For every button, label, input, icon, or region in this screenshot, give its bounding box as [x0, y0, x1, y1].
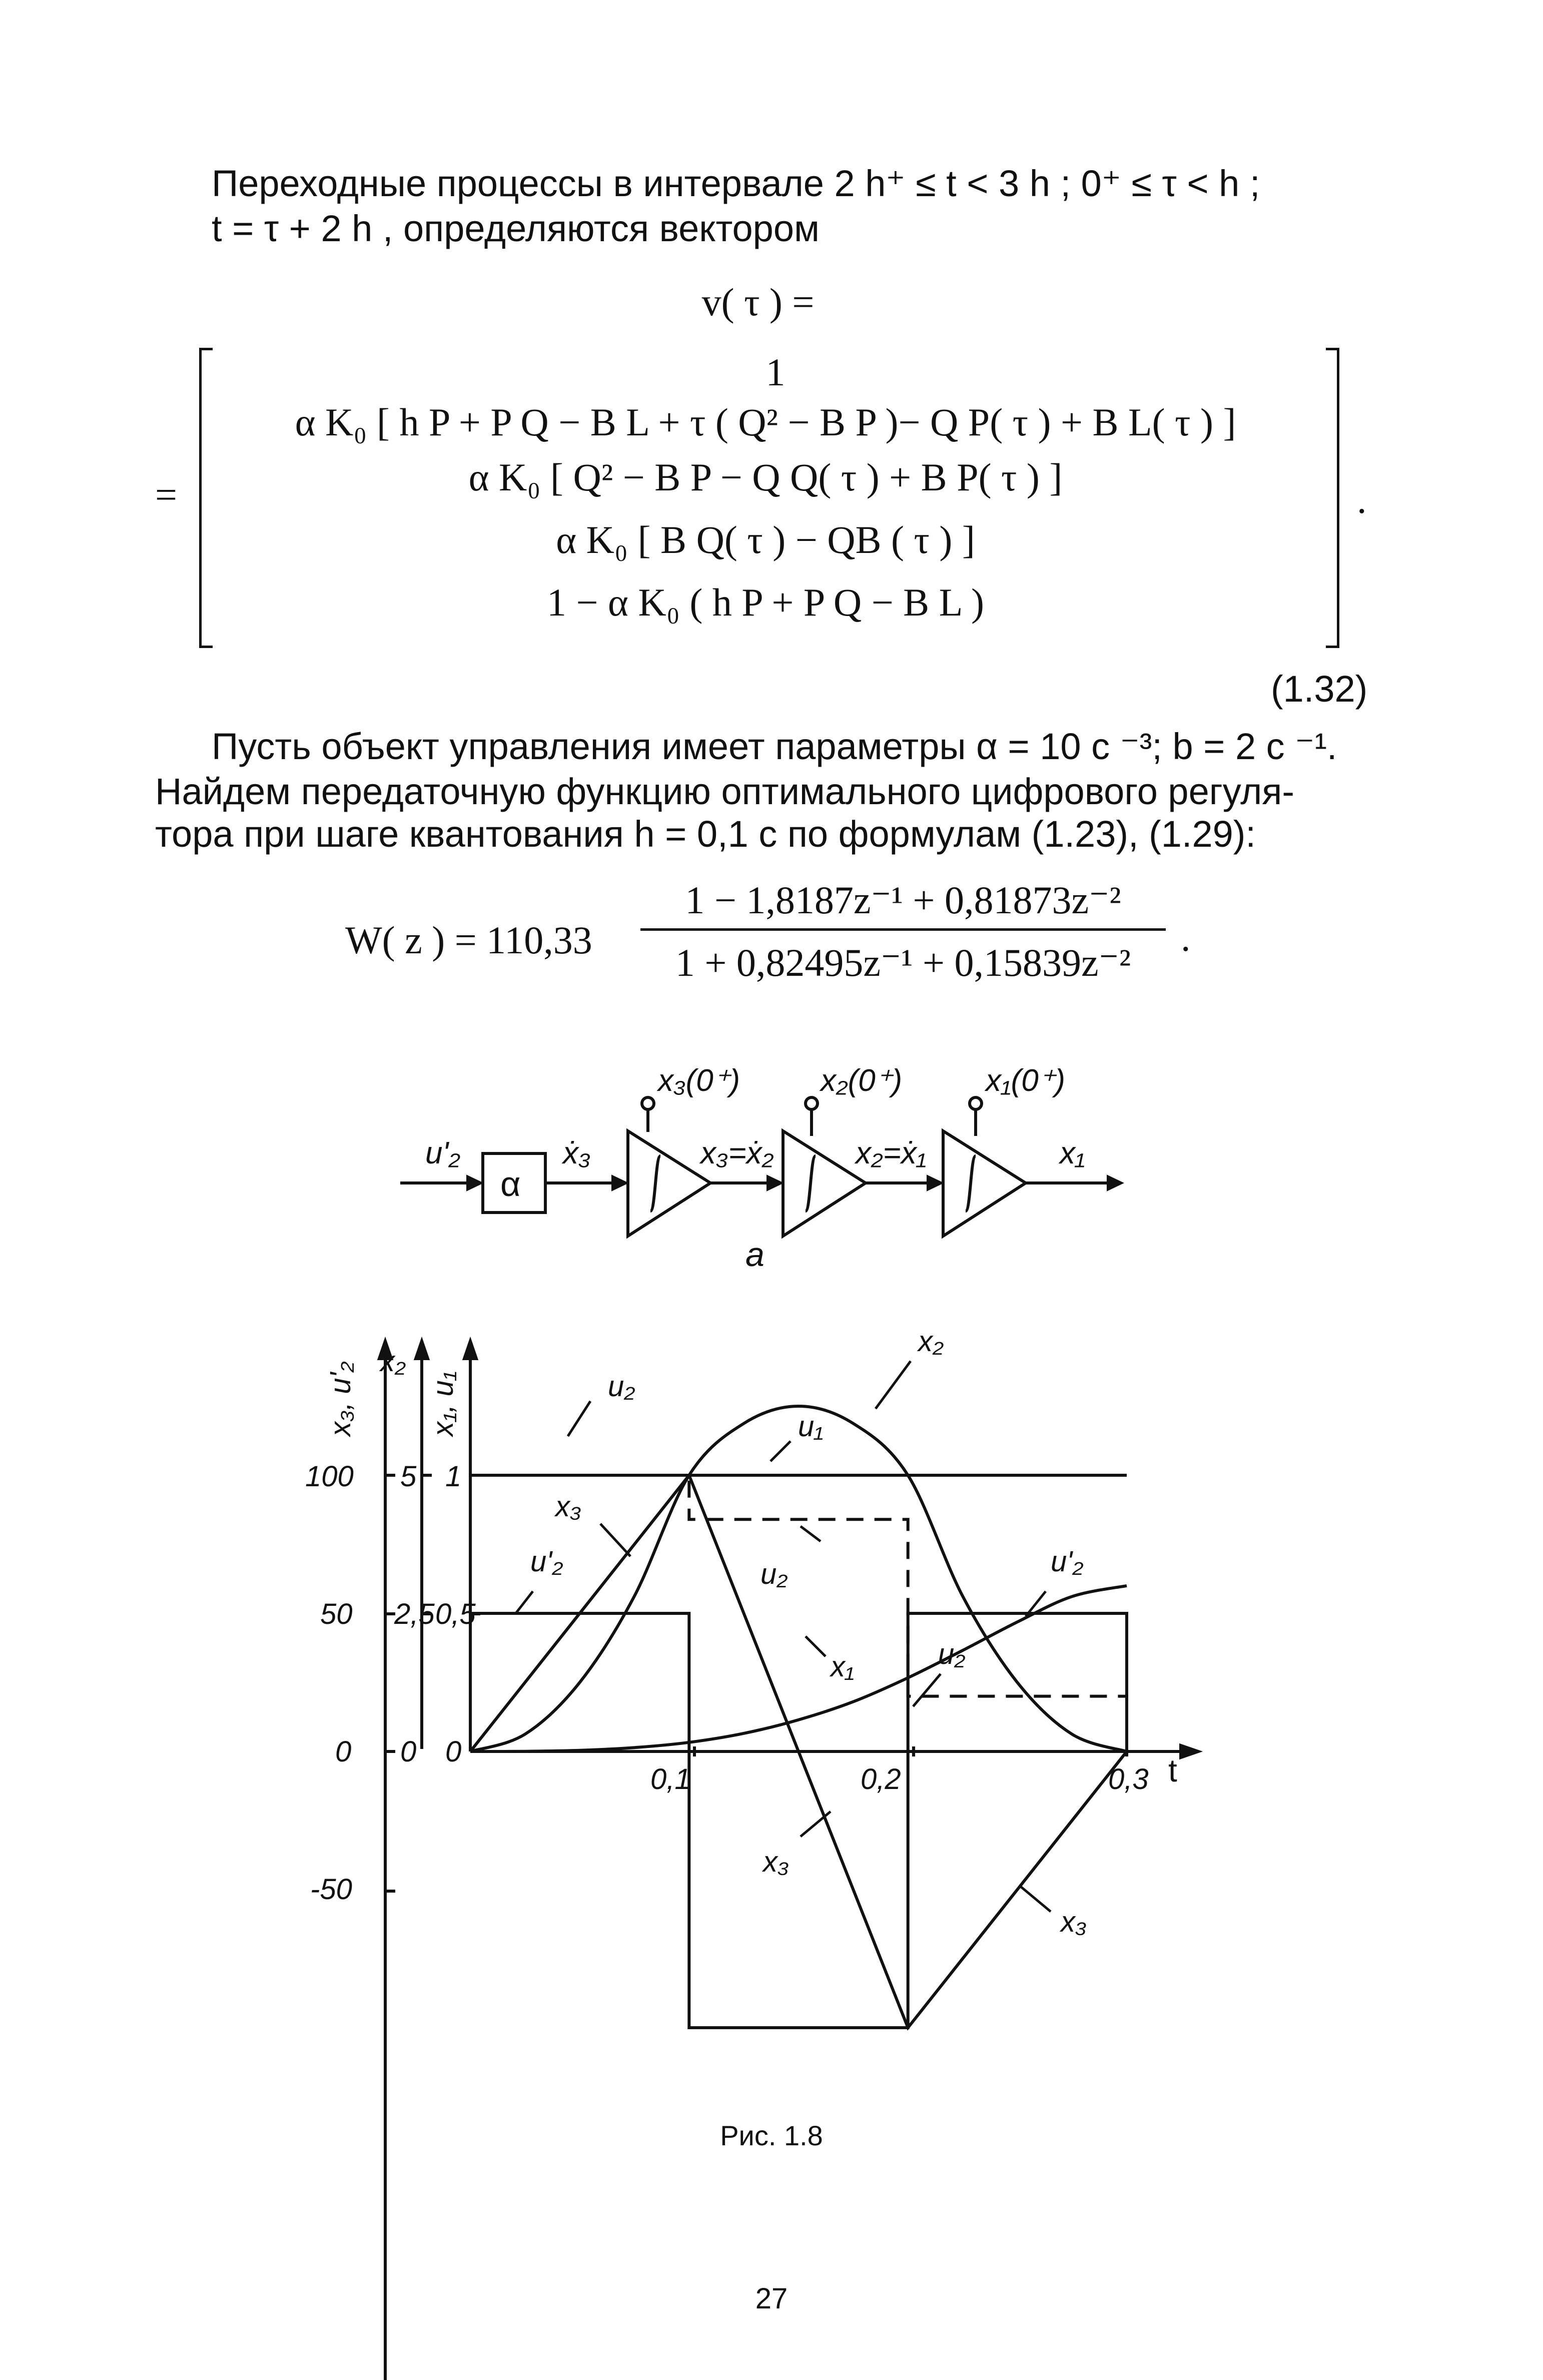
curve-label-u2-top: u₂: [608, 1370, 635, 1403]
axis-3-label: x₁, u₁: [427, 1371, 459, 1436]
curve-label-u2prime-right: u'₂: [1051, 1545, 1084, 1578]
intro-line-1: Переходные процессы в интервале 2 h⁺ ≤ t < 3 h ; 0⁺ ≤ τ < h ;: [212, 163, 1260, 204]
t-axis-label: t: [1168, 1752, 1177, 1789]
transfer-numerator: 1 − 1,8187z⁻¹ + 0,81873z⁻²: [685, 878, 1121, 922]
axis-2-label: x₂: [380, 1345, 406, 1378]
transfer-dot: .: [1181, 916, 1191, 959]
bd-sig2: x₂=ẋ₁: [856, 1136, 927, 1170]
bd-alpha: α: [500, 1164, 521, 1204]
axis-1-tick-50: 50: [320, 1598, 353, 1630]
curve-label-x3-right: x₃: [1061, 1906, 1087, 1938]
t-tick-0-3: 0,3: [1108, 1763, 1149, 1796]
curve-label-u2-mid: u₂: [760, 1558, 788, 1590]
para2-line-1: Пусть объект управления имеет параметры α = 10 с ⁻³; b = 2 с ⁻¹.: [212, 726, 1337, 767]
transfer-denominator: 1 + 0,82495z⁻¹ + 0,15839z⁻²: [675, 941, 1131, 984]
figure-caption: Рис. 1.8: [720, 2120, 823, 2151]
equation-number: (1.32): [1271, 668, 1368, 710]
bd-ic1: x₃(0⁺): [658, 1063, 740, 1098]
curve-label-u2-right: u₂: [938, 1638, 966, 1670]
axis-3-tick-0: 0: [445, 1735, 462, 1768]
equation-lhs: v( τ ) =: [701, 280, 815, 324]
t-tick-0-2: 0,2: [861, 1763, 901, 1796]
bd-ic2: x₂(0⁺): [821, 1063, 903, 1098]
page-number: 27: [755, 2282, 788, 2315]
curve-label-x1: x₁: [831, 1650, 855, 1683]
curve-label-x3-left: x₃: [555, 1490, 581, 1523]
curve-label-x2: x₂: [918, 1325, 944, 1358]
axis-1-tick-0: 0: [335, 1735, 352, 1768]
axis-2-tick-0: 0: [400, 1735, 417, 1768]
bd-output: x₁: [1060, 1136, 1085, 1170]
curve-label-x3-mid: x₃: [763, 1846, 789, 1878]
axis-2-tick-5: 5: [400, 1460, 417, 1493]
vector-row-1: 1: [765, 350, 786, 394]
axis-2-tick-2-5: 2,5: [394, 1598, 435, 1630]
bd-input-label: u'₂: [425, 1136, 460, 1170]
axis-1-label: x₃, u'₂: [324, 1361, 357, 1436]
bd-caption: a: [745, 1236, 764, 1274]
transfer-lhs: W( z ) = 110,33: [345, 918, 592, 962]
axis-2-arrow: [416, 1341, 428, 1359]
series-x1: [470, 1586, 1127, 1751]
curve-label-u1: u₁: [798, 1410, 824, 1443]
series-x2: [470, 1406, 1127, 1751]
curve-label-u2prime-left: u'₂: [530, 1545, 563, 1578]
bd-ic3: x₁(0⁺): [986, 1063, 1066, 1098]
t-tick-0-1: 0,1: [650, 1763, 691, 1796]
axis-3-tick-0-5: 0,5: [435, 1598, 476, 1630]
axis-3-arrow: [464, 1341, 476, 1359]
series-u2-prime: [470, 1613, 1127, 2028]
equation-equals: =: [155, 473, 177, 516]
intro-line-2: t = τ + 2 h , определяются вектором: [212, 208, 820, 249]
axis-1-tick-100: 100: [305, 1460, 354, 1493]
axis-3-tick-1: 1: [445, 1460, 462, 1493]
equation-dot: .: [1357, 478, 1367, 521]
axis-1-tick-neg50: -50: [310, 1873, 352, 1906]
vector-row-4: α K₀ [ B Q( τ ) − QB ( τ ) ]: [556, 518, 975, 561]
bd-x3dot: ẋ₃: [563, 1136, 591, 1170]
para2-line-2: Найдем передаточную функцию оптимального цифрового регуля-: [155, 771, 1294, 812]
bd-sig1: x₃=ẋ₂: [700, 1136, 774, 1170]
vector-row-3: α K₀ [ Q² − B P − Q Q( τ ) + B P( τ ) ]: [468, 455, 1063, 499]
vector-row-5: 1 − α K₀ ( h P + P Q − B L ): [547, 580, 984, 624]
t-axis-arrow: [1181, 1745, 1198, 1757]
para2-line-3: тора при шаге квантования h = 0,1 с по формулам (1.23), (1.29):: [155, 813, 1256, 855]
vector-row-2: α K₀ [ h P + P Q − B L + τ ( Q² − B P )− Q P( τ ) + B L( τ ) ]: [295, 400, 1236, 444]
